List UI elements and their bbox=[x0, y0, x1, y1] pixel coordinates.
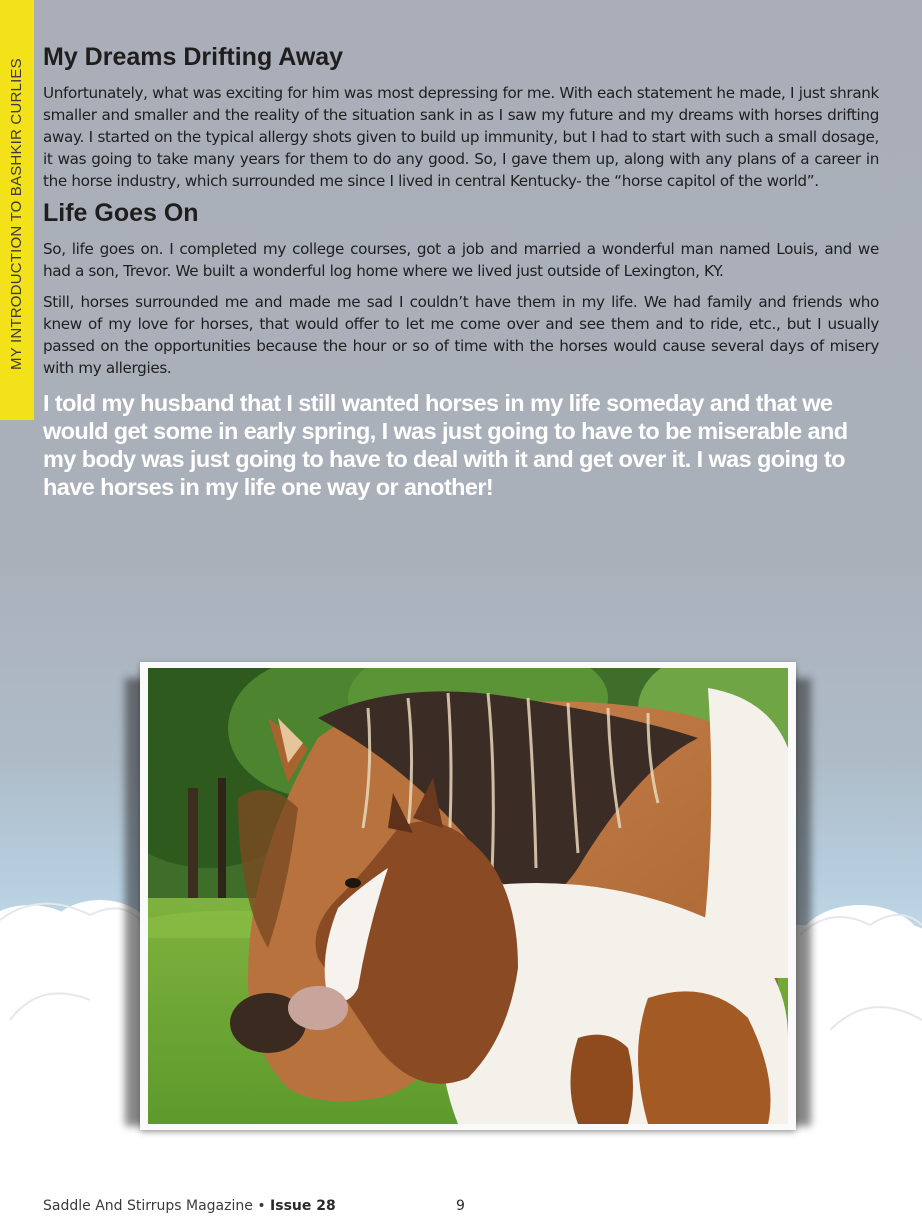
photo-frame bbox=[140, 662, 796, 1130]
heading-dreams-drifting-away: My Dreams Drifting Away bbox=[43, 43, 344, 71]
magazine-name: Saddle And Stirrups Magazine bbox=[43, 1198, 253, 1214]
pull-quote: I told my husband that I still wanted horses in my life someday and that we would get some in early spring, I was just going to have to be miserable and my body was just going to have to deal with it and get over it. I was going to have horses in my life one way or another! bbox=[43, 390, 848, 500]
section-side-label: MY INTRODUCTION TO BASHKIR CURLIES bbox=[8, 58, 25, 370]
footer-separator: • bbox=[252, 1198, 271, 1214]
paragraph-horses-surrounded: Still, horses surrounded me and made me sad I couldn’t have them in my life. We had family and friends who knew of my love for horses, that would offer to let me come over and see them and to ride, etc., but I usually passed on the opportunities because the hour or so of time with the horses would cause several days of misery with my allergies. bbox=[43, 293, 879, 377]
issue-number: Issue 28 bbox=[270, 1198, 336, 1214]
article-body bbox=[43, 40, 879, 501]
paragraph-life-goes-on: So, life goes on. I completed my college courses, got a job and married a wonderful man named Louis, and we had a son, Trevor. We built a wonderful log home where we lived just outside of Lexington, KY. bbox=[43, 240, 879, 280]
heading-life-goes-on: Life Goes On bbox=[43, 199, 199, 227]
section-side-tab bbox=[0, 0, 34, 420]
horse-and-foal-photo bbox=[148, 668, 788, 1124]
magazine-footer bbox=[43, 1198, 336, 1214]
paragraph-dreams: Unfortunately, what was exciting for him was most depressing for me. With each statement he made, I just shrank smaller and smaller and the reality of the situation sank in as I saw my future and my dreams with horses drifting away. I started on the typical allergy shots given to build up immunity, but I had to start with such a small dosage, it was going to take many years for them to do any good. So, I gave them up, along with any plans of a career in the horse industry, which surrounded me since I lived in central Kentucky- the “horse capitol of the world”. bbox=[43, 84, 879, 190]
page-number: 9 bbox=[456, 1198, 465, 1214]
